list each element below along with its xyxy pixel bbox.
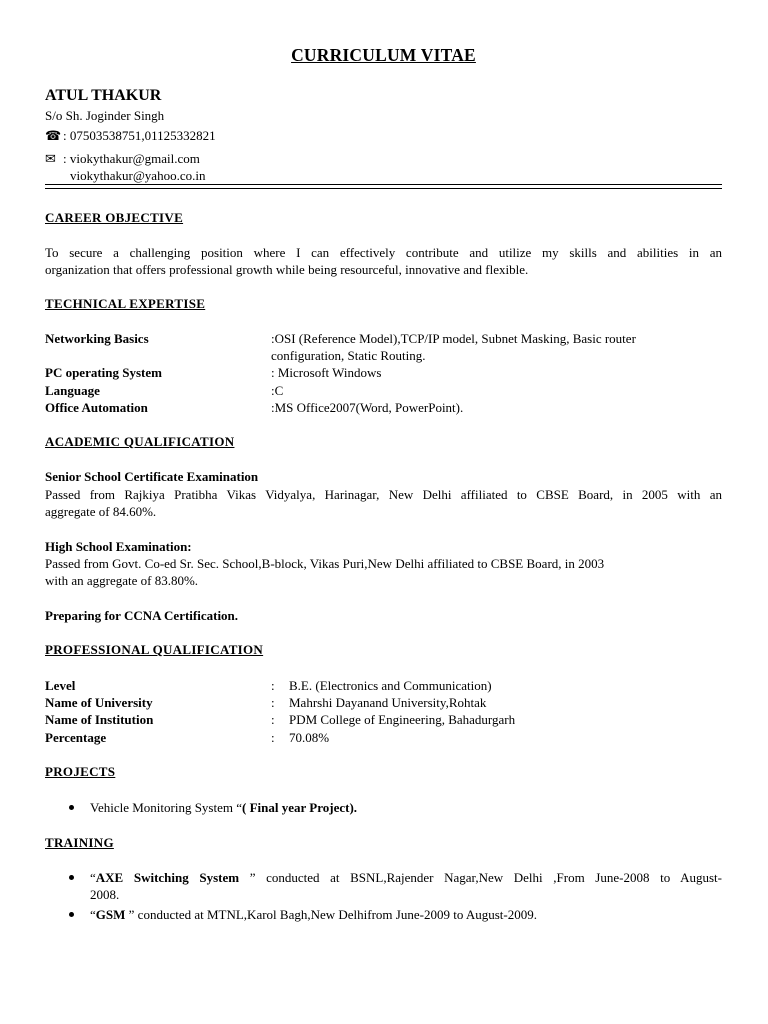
tech-label: PC operating System — [45, 365, 162, 380]
email-secondary: viokythakur@yahoo.co.in — [70, 168, 206, 183]
envelope-icon: ✉ — [45, 151, 56, 166]
phone-numbers: : 07503538751,01125332821 — [63, 128, 216, 143]
resume-page — [45, 0, 722, 1024]
career-objective-line-2: organization that offers professional growth while being resourceful, innovative and flexible. — [45, 262, 529, 277]
bullet-icon — [69, 906, 77, 923]
project-note: ( Final year Project). — [242, 800, 358, 815]
training-detail-end: 2008. — [90, 887, 120, 902]
prof-label: Level — [45, 678, 76, 693]
parent-line: S/o Sh. Joginder Singh — [45, 108, 165, 123]
tech-row-os — [45, 364, 722, 381]
prof-value: Mahrshi Dayanand University,Rohtak — [289, 695, 487, 710]
prof-colon: : — [271, 730, 275, 745]
email-line — [45, 150, 200, 167]
prof-value: PDM College of Engineering, Bahadurgarh — [289, 712, 516, 727]
tech-row-language — [45, 382, 722, 399]
training-title-axe: AXE Switching System — [95, 870, 240, 885]
training-title-gsm: GSM — [95, 907, 126, 922]
training-item-1 — [90, 869, 722, 903]
tech-row-office — [45, 399, 722, 416]
high-school-line-2: with an aggregate of 83.80%. — [45, 573, 199, 588]
career-objective-line-1: To secure a challenging position where I can effectively contribute and utilize my skills and abilities in an — [45, 245, 722, 260]
tech-value: :MS Office2007(Word, PowerPoint). — [271, 400, 464, 415]
prof-row-university — [45, 694, 722, 711]
tech-row-networking — [45, 330, 722, 363]
telephone-icon: ☎ — [45, 128, 62, 143]
document-title: CURRICULUM VITAE — [291, 45, 476, 65]
prof-label: Percentage — [45, 730, 107, 745]
tech-value: :OSI (Reference Model),TCP/IP model, Subnet Masking, Basic router configuration, Static Routing. — [271, 331, 636, 363]
ccna-note: Preparing for CCNA Certification. — [45, 608, 239, 623]
prof-label: Name of University — [45, 695, 153, 710]
email-primary: : viokythakur@gmail.com — [63, 151, 200, 166]
senior-school-line-1: Passed from Rajkiya Pratibha Vikas Vidyalya, Harinagar, New Delhi affiliated to CBSE Board, in 2005 with an — [45, 487, 722, 502]
phone-line — [45, 127, 216, 144]
header-divider-top — [45, 184, 722, 185]
bullet-icon — [69, 799, 77, 816]
training-item-2 — [90, 906, 722, 923]
tech-label: Networking Basics — [45, 331, 149, 346]
prof-colon: : — [271, 695, 275, 710]
high-school-title: High School Examination: — [45, 539, 192, 554]
high-school-line-1: Passed from Govt. Co-ed Sr. Sec. School,B-block, Vikas Puri,New Delhi affiliated to CBSE Board, in 2003 — [45, 556, 605, 571]
professional-heading: PROFESSIONAL QUALIFICATION — [45, 642, 264, 657]
prof-value: 70.08% — [289, 730, 330, 745]
tech-value: :C — [271, 383, 284, 398]
training-quote: “ — [90, 907, 96, 922]
prof-row-percentage — [45, 729, 722, 746]
project-item — [90, 799, 722, 816]
header-divider-bottom — [45, 188, 722, 189]
prof-row-level — [45, 677, 722, 694]
projects-heading: PROJECTS — [45, 764, 116, 779]
training-heading: TRAINING — [45, 835, 114, 850]
tech-label: Office Automation — [45, 400, 148, 415]
academic-heading: ACADEMIC QUALIFICATION — [45, 434, 235, 449]
candidate-name: ATUL THAKUR — [45, 87, 162, 104]
training-detail: ” conducted at BSNL,Rajender Nagar,New Delhi ,From June-2008 to August- — [239, 870, 722, 885]
prof-colon: : — [271, 678, 275, 693]
technical-expertise-heading: TECHNICAL EXPERTISE — [45, 296, 206, 311]
tech-value: : Microsoft Windows — [271, 365, 382, 380]
training-quote: “ — [90, 870, 96, 885]
prof-value: B.E. (Electronics and Communication) — [289, 678, 492, 693]
senior-school-title: Senior School Certificate Examination — [45, 469, 259, 484]
tech-label: Language — [45, 383, 100, 398]
senior-school-line-2: aggregate of 84.60%. — [45, 504, 157, 519]
bullet-icon — [69, 869, 77, 886]
training-detail: ” conducted at MTNL,Karol Bagh,New Delhifrom June-2009 to August-2009. — [125, 907, 537, 922]
prof-row-institution — [45, 711, 722, 728]
prof-colon: : — [271, 712, 275, 727]
career-objective-heading: CAREER OBJECTIVE — [45, 210, 184, 225]
project-text: Vehicle Monitoring System “ — [90, 800, 243, 815]
prof-label: Name of Institution — [45, 712, 154, 727]
